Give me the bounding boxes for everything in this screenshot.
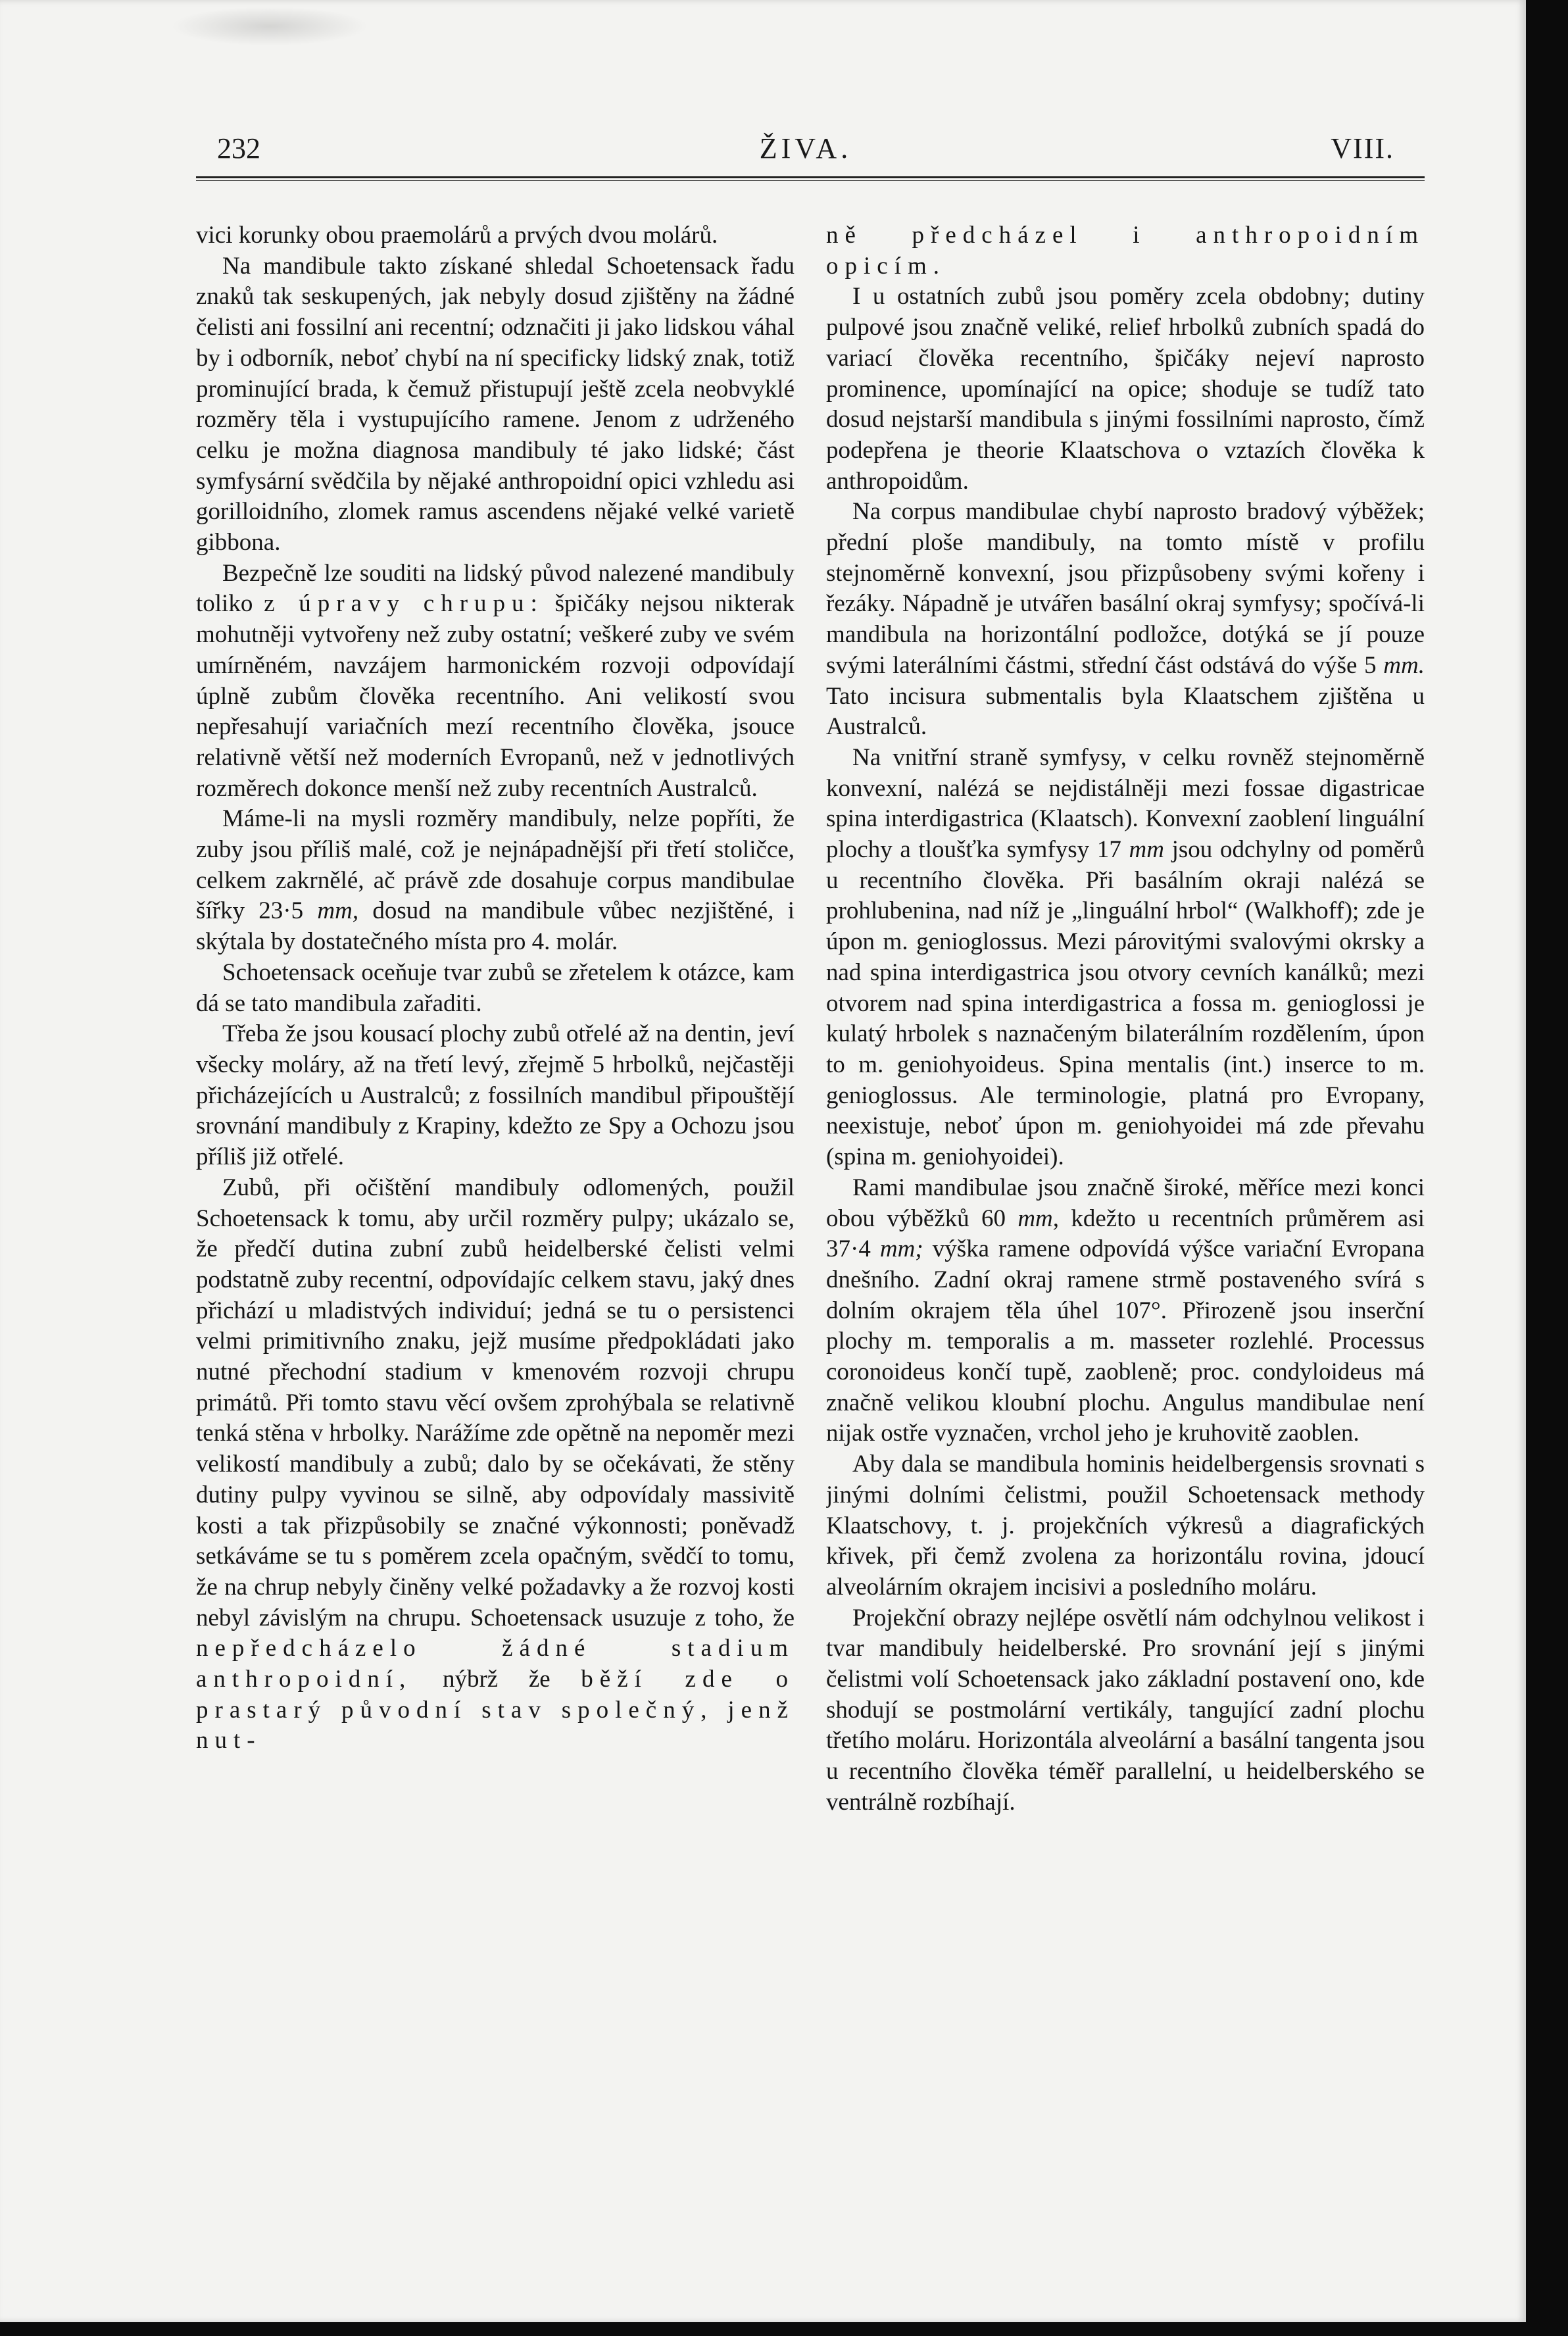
volume-number: VIII.	[1331, 132, 1394, 164]
unit-italic: mm	[1129, 836, 1164, 864]
running-header	[217, 132, 1394, 171]
spaced-emphasis: běží zde o prastarý původní stav společný, jenž nut-	[196, 1666, 795, 1754]
unit-italic: mm.	[1383, 651, 1425, 679]
scan-smudge	[171, 7, 368, 46]
unit-italic: mm,	[1017, 1205, 1060, 1232]
header-rule	[196, 176, 1425, 181]
paragraph: Na vnitřní straně symfysy, v celku rovněž stejnoměrně konvexní, nalézá se nejdistálněji mezi fossae digastricae spina interdigastrica (Klaatsch). Konvexní zaoblení linguální plochy a tloušťka symfysy 17 mm jsou odchylny od poměrů u recentního člověka. Při basálním okraji nalézá se prohlubenina, nad níž je „linguální hrbol“ (Walkhoff); zde je úpon m. genioglossus. Mezi párovitými svalovými okrsky a nad spina interdigastrica jsou otvory cevních kanálků; mezi otvorem nad spina interdigastrica a fossa m. genioglossi je kulatý hrbolek s naznačeným bilaterálním rozdělením, úpon to m. geniohyoideus. Spina mentalis (int.) inserce to m. genioglossus. Ale terminologie, platná pro Evropany, neexistuje, neboť úpon m. geniohyoidei má zde převahu (spina m. geniohyoidei).	[826, 743, 1425, 1171]
page-number: 232	[217, 132, 260, 164]
paragraph: Schoetensack oceňuje tvar zubů se zřetelem k otázce, kam dá se tato mandibula zařaditi.	[196, 958, 795, 1017]
paragraph: Máme-li na mysli rozměry mandibuly, nelze popříti, že zuby jsou příliš malé, což je nejnápadnější při třetí stoličce, celkem zakrnělé, ač právě zde dosahuje corpus mandibulae šířky 23·5 mm, dosud na mandibule vůbec nezjištěné, i skýtala by dostatečného místa pro 4. molár.	[196, 805, 795, 956]
spaced-emphasis: nepředcházelo žádné stadium anthropoidní,	[196, 1635, 795, 1693]
paragraph: vici korunky obou praemolárů a prvých dvou molárů.	[196, 222, 718, 249]
paragraph: Na mandibule takto získané shledal Schoetensack řadu znaků tak seskupených, jak nebyly dosud zjištěny na žádné čelisti ani fossilní ani recentní; odznačiti ji jako lidskou váhal by i odborník, neboť chybí na ní specificky lidský znak, totiž prominující brada, k čemuž přistupují ještě zcela neobvyklé rozměry těla i vystupujícího ramene. Jenom z udrženého celku je možna diagnosa mandibuly té jako lidské; část symfysární svědčila by nějaké anthropoidní opici vzhledu asi gorilloidního, zlomek ramus ascendens nějaké velké varietě gibbona.	[196, 252, 795, 557]
paragraph	[826, 220, 1425, 282]
right-column	[826, 220, 1425, 2128]
paragraph: Zubů, při očištění mandibuly odlomených, použil Schoetensack k tomu, aby určil rozměry pulpy; ukázalo se, že předčí dutina zubní zubů heidelberské čelisti velmi podstatně zuby recentní, odpovídajíc celkem stavu, jaký dnes přichází u mladistvých individuí; jedná se tu o persistenci velmi primitivního znaku, jejž musíme předpokládati jako nutné přechodní stadium v kmenovém rozvoji chrupu primátů. Při tomto stavu věcí ovšem zprohýbala se relativně tenká stěna v hrbolky. Narážíme zde opětně na nepoměr mezi velikostí mandibuly a zubů; dalo by se očekávati, že stěny dutiny pulpy vyvinou se silně, aby odpovídaly massivitě kosti a tak přizpůsobily se značné výkonnosti; poněvadž setkáváme se tu s poměrem zcela opačným, svědčí to tomu, že na chrup nebyly činěny velké požadavky a že rozvoj kosti nebyl závislým na chrupu. Schoetensack usuzuje z toho, že nepředcházelo žádné stadium anthropoidní, nýbrž že běží zde o prastarý původní stav společný, jenž nut-	[196, 1174, 795, 1754]
paragraph: Aby dala se mandibula hominis heidelbergensis srovnati s jinými dolními čelistmi, použil Schoetensack methody Klaatschovy, t. j. projekčních výkresů a diagrafických křivek, při čemž zvolena za horizontálu rovina, jdoucí alveolárním okrajem incisivi a posledního moláru.	[826, 1451, 1425, 1601]
paragraph: Rami mandibulae jsou značně široké, měříce mezi konci obou výběžků 60 mm, kdežto u recentních průměrem asi 37·4 mm; výška ramene odpovídá výšce variační Evropana dnešního. Zadní okraj ramene strmě postaveného svírá s dolním okrajem těla úhel 107°. Přirozeně jsou inserční plochy m. temporalis a m. masseter rozlehlé. Processus coronoideus končí tupě, zaobleně; proc. condyloideus má značně velikou kloubní plochu. Angulus mandibulae není nijak ostře vyznačen, vrchol jeho je kruhovitě zaoblen.	[826, 1174, 1425, 1447]
spaced-emphasis: ně předcházel i anthropoidním opicím.	[826, 222, 1425, 280]
paragraph: Projekční obrazy nejlépe osvětlí nám odchylnou velikost i tvar mandibuly heidelberské. Pro srovnání její s jinými čelistmi volí Schoetensack jako základní postavení ono, kde shodují se postmolární vertikály, tangující zadní plochu třetího moláru. Horizontála alveolární a basální tangenta jsou u recentního člověka téměř parallelní, u heidelberského se ventrálně rozbíhají.	[826, 1604, 1425, 1816]
paragraph: Na corpus mandibulae chybí naprosto bradový výběžek; přední ploše mandibuly, na tomto místě v profilu stejnoměrně konvexní, jsou přizpůsobeny svými kořeny i řezáky. Nápadně je utvářen basální okraj symfysy; spočívá-li mandibula na horizontální podložce, dotýká se jí pouze svými laterálními částmi, střední část odstává do výše 5 mm. Tato incisura submentalis byla Klaatschem zjištěna u Australců.	[826, 498, 1425, 741]
paragraph: Bezpečně lze souditi na lidský původ nalezené mandibuly toliko z úpravy chrupu: špičáky nejsou nikterak mohutněji vytvořeny než zuby ostatní; veškeré zuby ve svém umírněném, navzájem harmonickém rozvoji odpovídají úplně zubům člověka recentního. Ani velikostí svou nepřesahují variačních mezí recentního člověka, jsouce relativně větší než moderních Evropanů, než v jednotlivých rozměrech dokonce menší než zuby recentních Australců.	[196, 559, 795, 802]
paragraph: I u ostatních zubů jsou poměry zcela obdobny; dutiny pulpové jsou značně veliké, relief hrbolků zubních spadá do variací člověka recentního, špičáky nejeví naprosto prominence, upomínající na opice; shoduje se tudíž tato dosud nejstarší mandibula s jinými fossilními naprosto, čímž podepřena je theorie Klaatschova o vztazích člověka k anthropoidům.	[826, 283, 1425, 495]
journal-title: ŽIVA.	[759, 132, 852, 164]
spaced-emphasis: z úpravy chrupu:	[264, 590, 544, 618]
paragraph: Třeba že jsou kousací plochy zubů otřelé až na dentin, jeví všecky moláry, až na třetí levý, zřejmě 5 hrbolků, nejčastěji přicházejících u Australců; z fossilních mandibul připouštějí srovnání mandibuly z Krapiny, kdežto ze Spy a Ochozu jsou příliš již otřelé.	[196, 1020, 795, 1171]
unit-italic: mm,	[317, 897, 359, 925]
left-column	[196, 220, 795, 2128]
unit-italic: mm;	[879, 1235, 923, 1263]
